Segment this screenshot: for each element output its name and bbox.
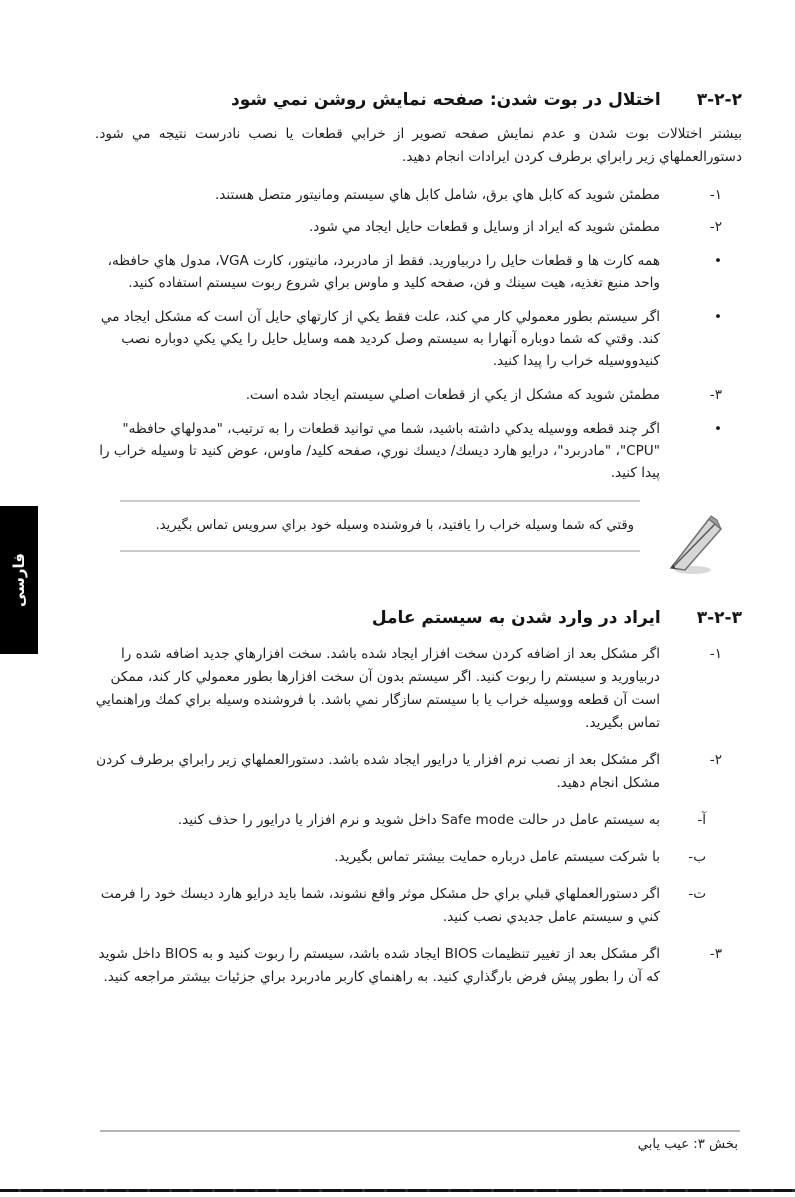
- list-subitem: [95, 846, 718, 869]
- section-boot-failure: [95, 90, 742, 552]
- list-subitem-marker: ت-: [688, 886, 706, 902]
- section-os-entry-failure: [95, 608, 742, 989]
- list-subitem-marker: ب-: [688, 849, 706, 865]
- list-item-text: اگر سيستم بطور معمولي كار مي كند، علت فقط يكي از كارتهاي حايل آن است كه مشكل ايجاد مي كند. وقتي كه شما دوباره آنهارا به سيستم وصل كرديد همه وسايل حايل را يكي يكي دوباره نصب كنيدووسيله خراب را پيدا كنيد.: [100, 309, 660, 369]
- list-item-marker: ۱-: [709, 646, 722, 662]
- bullet-icon: •: [713, 421, 722, 437]
- page-content: [95, 90, 742, 989]
- list-item-text: اگر دستورالعملهاي قبلي براي حل مشكل موثر واقع نشوند، شما بايد درايو هارد ديسك خود را فرمت كني و سيستم عامل جديدي نصب كنيد.: [100, 886, 660, 925]
- list-item-text: با شركت سيستم عامل درباره حمايت بيشتر تماس بگيريد.: [334, 849, 660, 865]
- list-item-marker: ۱-: [709, 187, 722, 203]
- list-item: [95, 943, 742, 989]
- list-item: [95, 184, 742, 206]
- section-intro-paragraph: بيشتر اختلالات بوت شدن و عدم نمايش صفحه تصوير از خرابي قطعات يا نصب نادرست نتيجه مي شود. دستورالعملهاي زير رابراي برطرف كردن ايرادات انجام دهيد.: [95, 126, 742, 165]
- bullet-icon: •: [713, 253, 722, 269]
- list-item: [95, 384, 742, 406]
- language-tab-farsi: [0, 506, 38, 654]
- section-title: اختلال در بوت شدن: صفحه نمايش روشن نمي شود: [230, 90, 661, 110]
- list-subitem: [95, 809, 718, 832]
- troubleshoot-list: [95, 643, 742, 989]
- quill-pencil-note-icon: [663, 506, 739, 582]
- list-item: [95, 250, 742, 294]
- footer-divider: [100, 1130, 740, 1132]
- list-item-text: اگر چند قطعه ووسيله يدكي داشته باشيد، شما مي توانيد قطعات را به ترتيب، "مدولهاي حافظه" "CPU"، "مادربرد"، درايو هارد ديسك/ ديسك نوري، صفحه كليد/ ماوس، عوض كنيد تا وسيله خراب را پيدا كنيد.: [99, 421, 660, 481]
- section-title: ايراد در وارد شدن به سيستم عامل: [371, 608, 661, 628]
- list-item-text: مطمئن شويد كه ايراد از وسايل و قطعات حايل ايجاد مي شود.: [308, 219, 660, 235]
- section-heading: [95, 90, 742, 110]
- section-number: ۳-۲-۲: [696, 90, 742, 110]
- list-item-text: همه كارت ها و قطعات حايل را دربياوريد. فقط از مادربرد، مانيتور، كارت VGA، مدول هاي حافظه، واحد منبع تغذيه، هيت سينك و فن، صفحه كليد و ماوس براي شروع ربوت سيستم استفاده كنيد.: [107, 253, 660, 291]
- list-item: [95, 216, 742, 238]
- list-item-marker: ۳-: [709, 946, 722, 962]
- section-heading: [95, 608, 742, 628]
- troubleshoot-list: [95, 184, 742, 484]
- note-box: [120, 500, 640, 552]
- list-item: [95, 749, 742, 795]
- list-item-text: به سيستم عامل در حالت Safe mode داخل شويد و نرم افزار يا درايور را حذف كنيد.: [177, 812, 660, 828]
- list-item-text: اگر مشكل بعد از اضافه كردن سخت افزار ايجاد شده باشد. سخت افزارهاي جديد اضافه شده را دربياوريد و سيستم را ربوت كنيد. اگر سيستم بدون آن سخت افزارها بطور معمولي كار كند، ممكن است آن قطعه ووسيله خراب يا با سيستم سازگار نمي باشد. با فروشنده وسيله براي كمك وراهنمايي تماس بگيريد.: [95, 646, 660, 731]
- list-item: [95, 418, 742, 484]
- bullet-icon: •: [713, 309, 722, 325]
- language-tab-label: فارسی: [10, 552, 28, 608]
- list-subitem: [95, 883, 718, 929]
- list-subitem-marker: آ-: [697, 812, 706, 828]
- list-item-text: مطمئن شويد كه كابل هاي برق، شامل كابل هاي سيستم ومانيتور متصل هستند.: [214, 187, 660, 203]
- list-item-marker: ۲-: [709, 752, 722, 768]
- list-item: [95, 643, 742, 735]
- list-item: [95, 306, 742, 372]
- section-number: ۳-۲-۳: [696, 608, 742, 628]
- list-item-marker: ۲-: [709, 219, 722, 235]
- footer-chapter-label: بخش ۳: عيب يابي: [637, 1137, 738, 1152]
- scan-edge-line: [0, 1189, 795, 1192]
- list-item-text: اگر مشكل بعد از تغيير تنظيمات BIOS ايجاد شده باشد، سيستم را ربوت كنيد و به BIOS داخل شويد كه آن را بطور پيش فرض بارگذاري كنيد. به راهنماي كاربر مادربرد براي جزئيات بيشتر مراجعه كنيد.: [98, 946, 660, 985]
- list-item-text: اگر مشكل بعد از نصب نرم افزار يا درايور ايجاد شده باشد. دستورالعملهاي زير رابراي برطرف كردن مشكل انجام دهيد.: [96, 752, 660, 791]
- list-item-marker: ۳-: [709, 387, 722, 403]
- note-text: وقتي كه شما وسيله خراب را يافتيد، با فروشنده وسيله خود براي سرويس تماس بگيريد.: [155, 518, 634, 533]
- list-item-text: مطمئن شويد كه مشكل از يكي از قطعات اصلي سيستم ايجاد شده است.: [245, 387, 660, 403]
